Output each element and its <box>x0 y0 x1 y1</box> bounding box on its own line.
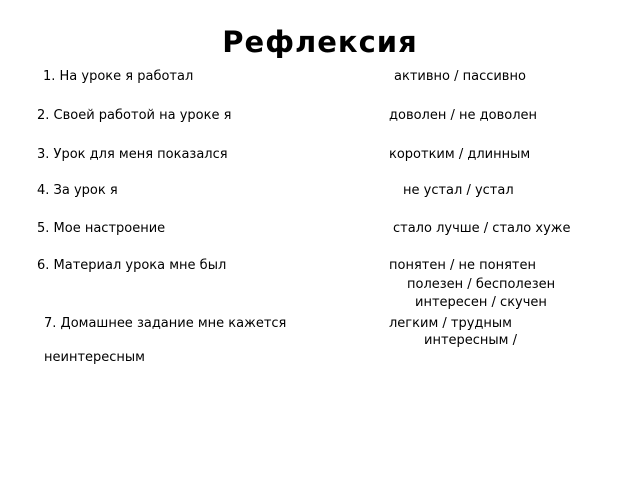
answer-7-line-3: неинтересным <box>44 350 145 365</box>
answer-6-line-3: интересен / скучен <box>415 295 547 310</box>
answer-7-line-2: интересным / <box>424 333 517 348</box>
question-6: 6. Материал урока мне был <box>37 258 227 273</box>
question-1: 1. На уроке я работал <box>43 69 194 84</box>
answer-5: стало лучше / стало хуже <box>393 221 571 236</box>
answer-3: коротким / длинным <box>389 147 531 162</box>
question-7: 7. Домашнее задание мне кажется <box>44 316 287 331</box>
answer-6: понятен / не понятен <box>389 258 536 273</box>
answer-6-line-2: полезен / бесполезен <box>407 277 556 292</box>
answer-2: доволен / не доволен <box>389 108 538 123</box>
answer-7: легким / трудным <box>389 316 512 331</box>
question-3: 3. Урок для меня показался <box>37 147 228 162</box>
question-2: 2. Своей работой на уроке я <box>37 108 232 123</box>
answer-4: не устал / устал <box>403 183 514 198</box>
question-5: 5. Мое настроение <box>37 221 166 236</box>
question-4: 4. За урок я <box>37 183 118 198</box>
slide-title: Рефлексия <box>222 25 418 59</box>
answer-1: активно / пассивно <box>394 69 526 84</box>
